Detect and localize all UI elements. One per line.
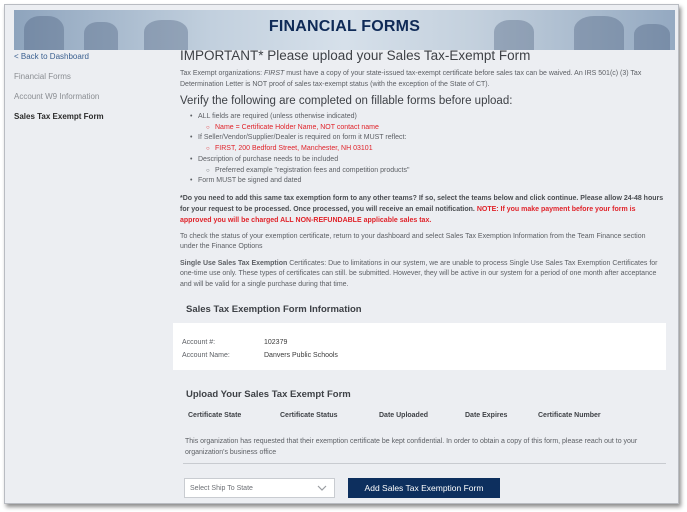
divider xyxy=(183,463,666,464)
column-certificate-state: Certificate State xyxy=(188,412,242,419)
sidebar-item-account-w9[interactable]: Account W9 Information xyxy=(14,92,100,101)
single-use-note: Single Use Sales Tax Exemption Certificates: Due to limitations in our system, we are unable to process Single Use Sales Tax Exemption Certificates for one-time use only. These types of certificates can still. be submitted. However, they will be active in our system for a period of one month after acceptance and will be valid for a single purchase during that time. xyxy=(180,259,658,288)
upload-section-title: Upload Your Sales Tax Exempt Form xyxy=(186,389,351,400)
status-instructions: To check the status of your exemption certificate, return to your dashboard and select Sales Tax Exemption Information from the Team Finance section under the Finance Options xyxy=(180,232,646,251)
main-content xyxy=(180,48,665,324)
ship-to-state-select[interactable]: Select Ship To State xyxy=(184,478,335,498)
column-date-uploaded: Date Uploaded xyxy=(379,412,429,419)
sidebar-item-sales-tax-exempt[interactable]: Sales Tax Exempt Form xyxy=(14,112,104,121)
account-name-row: Account Name: Danvers Public Schools xyxy=(182,352,338,359)
checklist-subitem: ○ FIRST, 200 Bedford Street, Manchester, NH 03101 xyxy=(206,144,665,155)
multi-team-note: *Do you need to add this same tax exemption form to any other teams? If so, select the teams below and click continue. Please allow 24-48 hours for your request to be processed. Once processed, you will receive an email notification. NOTE: If you make payment before your form is approved you will be charged ALL NON-REFUNDABLE applicable sales tax. xyxy=(180,194,664,224)
checklist-item: • Description of purchase needs to be included ○ Preferred example "registration fees and competition products" xyxy=(190,155,665,176)
main-heading: IMPORTANT* Please upload your Sales Tax-Exempt Form xyxy=(180,48,531,63)
account-number-value: 102379 xyxy=(264,339,288,346)
header-banner xyxy=(14,10,675,50)
intro-text: Tax Exempt organizations: FIRST must have a copy of your state-issued tax-exempt certificate before sales tax can be waived. An IRS 501(c) (3) Tax Determination Letter is NOT proof of sales tax-exempt status (with the exception of the State of CT). xyxy=(180,70,642,88)
column-certificate-number: Certificate Number xyxy=(538,412,601,419)
account-name-value: Danvers Public Schools xyxy=(264,352,338,359)
column-certificate-status: Certificate Status xyxy=(280,412,338,419)
verify-heading: Verify the following are completed on fillable forms before upload: xyxy=(180,95,513,107)
account-number-row: Account #: 102379 xyxy=(182,339,288,346)
form-info-title: Sales Tax Exemption Form Information xyxy=(186,304,362,316)
checklist-subitem: ○ Name = Certificate Holder Name, NOT contact name xyxy=(206,123,665,134)
checklist-item: • If Seller/Vendor/Supplier/Dealer is required on form it MUST reflect: ○ FIRST, 200 Bedford Street, Manchester, NH 03101 xyxy=(190,133,665,154)
sidebar-item-financial-forms[interactable]: Financial Forms xyxy=(14,72,71,81)
checklist-item: • ALL fields are required (unless otherwise indicated) ○ Name = Certificate Holder Name, NOT contact name xyxy=(190,112,665,133)
page-title: FINANCIAL FORMS xyxy=(268,18,421,35)
column-date-expires: Date Expires xyxy=(465,412,508,419)
account-info-panel xyxy=(173,323,666,370)
sidebar xyxy=(14,52,164,132)
checklist-item: • Form MUST be signed and dated xyxy=(190,176,665,187)
chevron-down-icon xyxy=(317,483,327,493)
checklist xyxy=(180,112,665,187)
checklist-subitem: ○ Preferred example "registration fees and competition products" xyxy=(206,166,665,177)
sidebar-back-to-dashboard[interactable]: < Back to Dashboard xyxy=(14,52,89,61)
confidential-notice: This organization has requested that their exemption certificate be kept confidential. In order to obtain a copy of this form, please reach out to your organization's business office xyxy=(185,438,638,456)
add-sales-tax-exemption-button[interactable]: Add Sales Tax Exemption Form xyxy=(348,478,500,498)
